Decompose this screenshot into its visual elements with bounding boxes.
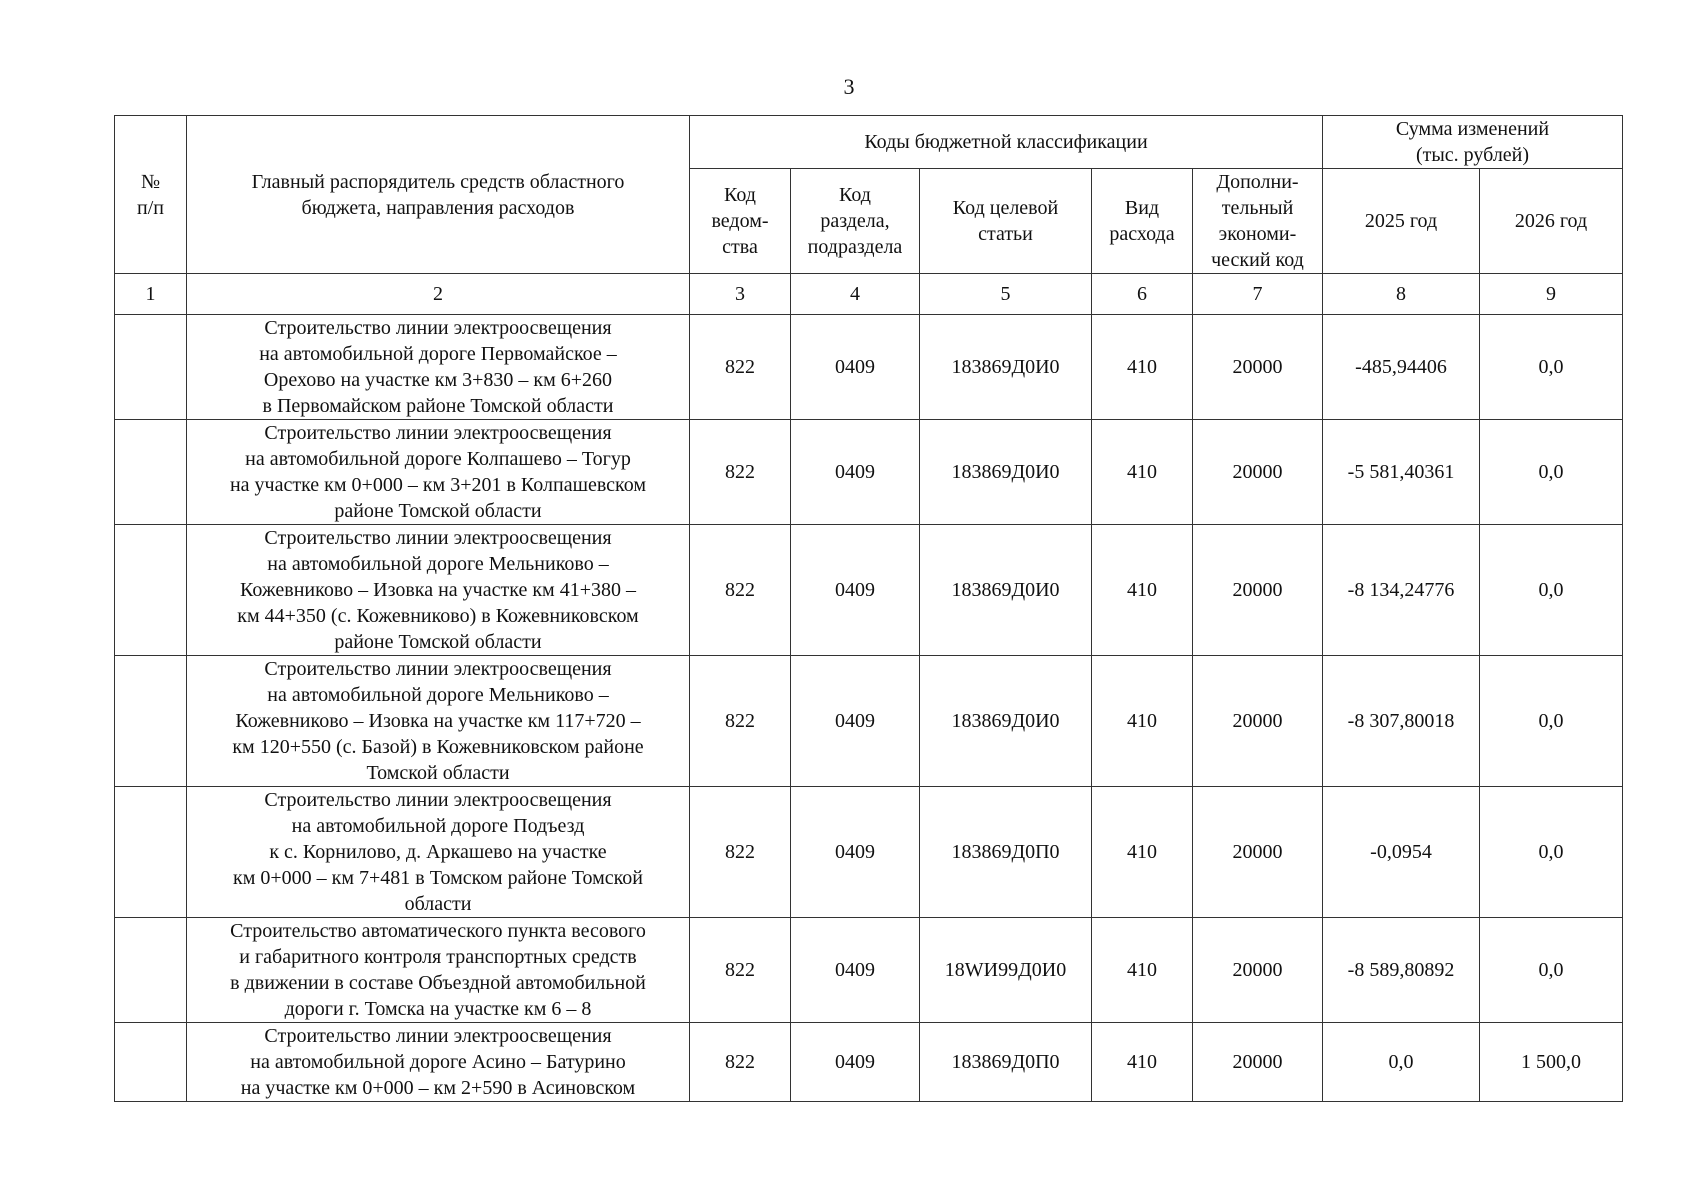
header-recipient: Главный распорядитель средств областного бюджета, направления расходов — [187, 116, 690, 274]
cell-tsel: 183869Д0П0 — [920, 787, 1092, 918]
cell-2026: 0,0 — [1480, 525, 1623, 656]
cell-2026: 0,0 — [1480, 656, 1623, 787]
budget-table — [114, 115, 1623, 1102]
cell-tsel: 18WИ99Д0И0 — [920, 918, 1092, 1023]
cell-num — [115, 787, 187, 918]
cell-tsel: 183869Д0П0 — [920, 1023, 1092, 1102]
cell-dop: 20000 — [1193, 656, 1323, 787]
table-row — [115, 656, 1623, 787]
cell-2025: -0,0954 — [1323, 787, 1480, 918]
table-body — [115, 274, 1623, 1102]
cell-dop: 20000 — [1193, 1023, 1323, 1102]
cell-2026: 0,0 — [1480, 787, 1623, 918]
cell-tsel: 183869Д0И0 — [920, 315, 1092, 420]
cell-2025: -8 589,80892 — [1323, 918, 1480, 1023]
page-number: 3 — [843, 74, 855, 99]
cell-desc: Строительство линии электроосвещения на автомобильной дороге Мельниково – Кожевниково – Изовка на участке км 117+720 – км 120+550 (с. Базой) в Кожевниковском районе Томской области — [187, 656, 690, 787]
cell-vid: 410 — [1092, 1023, 1193, 1102]
column-number-row — [115, 274, 1623, 315]
column-number: 3 — [690, 274, 791, 315]
column-number: 4 — [791, 274, 920, 315]
column-number: 2 — [187, 274, 690, 315]
header-sum-group: Сумма изменений (тыс. рублей) — [1323, 116, 1623, 169]
cell-ved: 822 — [690, 1023, 791, 1102]
table-row — [115, 1023, 1623, 1102]
header-dop: Дополни- тельный экономи- ческий код — [1193, 169, 1323, 274]
cell-num — [115, 656, 187, 787]
cell-num — [115, 315, 187, 420]
cell-2025: -485,94406 — [1323, 315, 1480, 420]
cell-desc: Строительство автоматического пункта весового и габаритного контроля транспортных средств в движении в составе Объездной автомобильной дороги г. Томска на участке км 6 – 8 — [187, 918, 690, 1023]
column-number: 5 — [920, 274, 1092, 315]
cell-razdel: 0409 — [791, 1023, 920, 1102]
header-2026: 2026 год — [1480, 169, 1623, 274]
cell-ved: 822 — [690, 525, 791, 656]
column-number: 8 — [1323, 274, 1480, 315]
cell-ved: 822 — [690, 315, 791, 420]
cell-razdel: 0409 — [791, 656, 920, 787]
header-codes-group: Коды бюджетной классификации — [690, 116, 1323, 169]
cell-vid: 410 — [1092, 420, 1193, 525]
cell-vid: 410 — [1092, 525, 1193, 656]
cell-vid: 410 — [1092, 315, 1193, 420]
header-tsel: Код целевой статьи — [920, 169, 1092, 274]
cell-num — [115, 1023, 187, 1102]
cell-2025: -5 581,40361 — [1323, 420, 1480, 525]
cell-tsel: 183869Д0И0 — [920, 656, 1092, 787]
cell-dop: 20000 — [1193, 918, 1323, 1023]
cell-dop: 20000 — [1193, 525, 1323, 656]
column-number: 6 — [1092, 274, 1193, 315]
cell-2026: 1 500,0 — [1480, 1023, 1623, 1102]
cell-razdel: 0409 — [791, 315, 920, 420]
table-row — [115, 525, 1623, 656]
cell-2025: -8 307,80018 — [1323, 656, 1480, 787]
cell-tsel: 183869Д0И0 — [920, 420, 1092, 525]
cell-desc: Строительство линии электроосвещения на автомобильной дороге Асино – Батурино на участке км 0+000 – км 2+590 в Асиновском — [187, 1023, 690, 1102]
cell-num — [115, 525, 187, 656]
table-row — [115, 918, 1623, 1023]
cell-razdel: 0409 — [791, 525, 920, 656]
header-vid: Вид расхода — [1092, 169, 1193, 274]
table-row — [115, 420, 1623, 525]
cell-razdel: 0409 — [791, 787, 920, 918]
column-number: 7 — [1193, 274, 1323, 315]
cell-desc: Строительство линии электроосвещения на автомобильной дороге Первомайское – Орехово на участке км 3+830 – км 6+260 в Первомайском районе Томской области — [187, 315, 690, 420]
cell-tsel: 183869Д0И0 — [920, 525, 1092, 656]
cell-2025: 0,0 — [1323, 1023, 1480, 1102]
column-number: 9 — [1480, 274, 1623, 315]
cell-dop: 20000 — [1193, 315, 1323, 420]
cell-2026: 0,0 — [1480, 315, 1623, 420]
cell-dop: 20000 — [1193, 787, 1323, 918]
table-row — [115, 787, 1623, 918]
header-num: № п/п — [115, 116, 187, 274]
cell-ved: 822 — [690, 656, 791, 787]
cell-vid: 410 — [1092, 918, 1193, 1023]
cell-2026: 0,0 — [1480, 420, 1623, 525]
cell-desc: Строительство линии электроосвещения на автомобильной дороге Колпашево – Тогур на участке км 0+000 – км 3+201 в Колпашевском районе Томской области — [187, 420, 690, 525]
cell-razdel: 0409 — [791, 420, 920, 525]
cell-razdel: 0409 — [791, 918, 920, 1023]
cell-2026: 0,0 — [1480, 918, 1623, 1023]
cell-dop: 20000 — [1193, 420, 1323, 525]
cell-num — [115, 918, 187, 1023]
table-row — [115, 315, 1623, 420]
cell-desc: Строительство линии электроосвещения на автомобильной дороге Мельниково – Кожевниково – Изовка на участке км 41+380 – км 44+350 (с. Кожевниково) в Кожевниковском районе Томской области — [187, 525, 690, 656]
cell-vid: 410 — [1092, 787, 1193, 918]
header-ved: Код ведом- ства — [690, 169, 791, 274]
header-2025: 2025 год — [1323, 169, 1480, 274]
cell-num — [115, 420, 187, 525]
cell-ved: 822 — [690, 787, 791, 918]
cell-ved: 822 — [690, 420, 791, 525]
cell-vid: 410 — [1092, 656, 1193, 787]
header-razdel: Код раздела, подраздела — [791, 169, 920, 274]
cell-2025: -8 134,24776 — [1323, 525, 1480, 656]
cell-desc: Строительство линии электроосвещения на автомобильной дороге Подъезд к с. Корнилово, д. Аркашево на участке км 0+000 – км 7+481 в Томском районе Томской области — [187, 787, 690, 918]
column-number: 1 — [115, 274, 187, 315]
cell-ved: 822 — [690, 918, 791, 1023]
table-header — [115, 116, 1623, 274]
